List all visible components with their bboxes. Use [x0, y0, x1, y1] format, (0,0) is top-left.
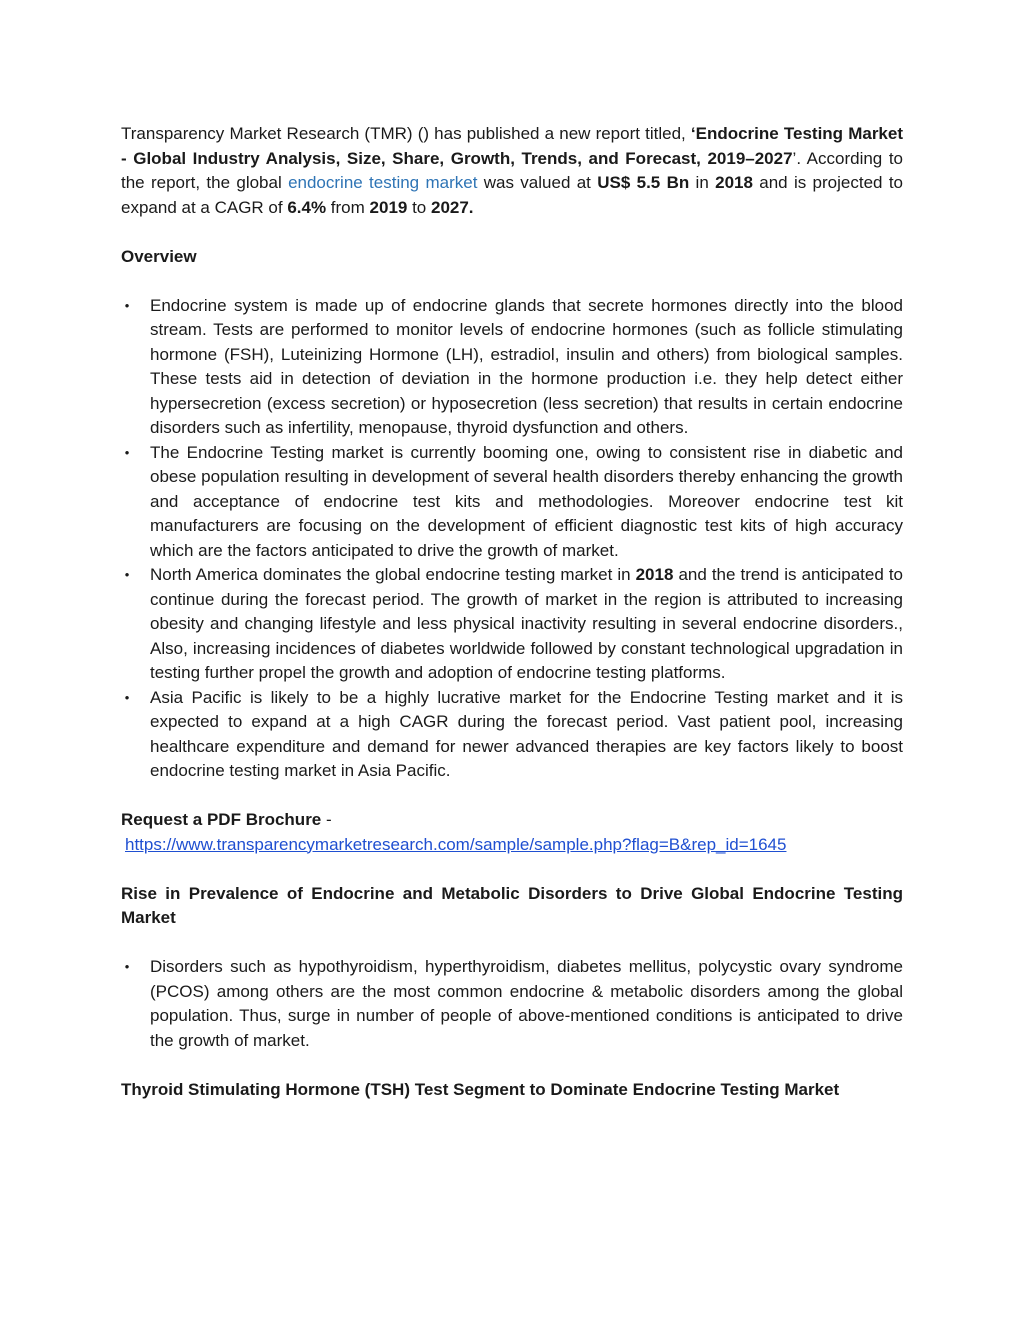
brochure-url-line [121, 833, 903, 858]
brochure-label: Request a PDF Brochure [121, 810, 322, 829]
bullet-icon: • [124, 444, 130, 460]
bullet-icon: • [124, 689, 130, 705]
list-item [121, 294, 903, 441]
base-year: 2018 [715, 173, 753, 192]
market-value: US$ 5.5 Bn [597, 173, 690, 192]
forecast-end-year: 2027. [430, 197, 474, 217]
cagr-value: 6.4% [287, 197, 327, 217]
bullet-text: Asia Pacific is likely to be a highly lucrative market for the Endocrine Testing market and it is expected to expand at a high CAGR during the forecast period. Vast patient pool, increasing healthcare expenditure and demand for newer advanced therapies are key factors likely to boost endocrine testing market in Asia Pacific. [150, 687, 903, 780]
bullet-text: Disorders such as hypothyroidism, hyperthyroidism, diabetes mellitus, polycystic ovary syndrome (PCOS) among others are the most common endocrine & metabolic disorders among the global population. Thus, surge in number of people of above-mentioned conditions is anticipated to drive the growth of market. [150, 957, 903, 1050]
list-item [121, 686, 903, 784]
intro-text: and is projected to expand at a CAGR of [121, 173, 903, 217]
intro-text: from [326, 197, 370, 217]
intro-text: ’. According to the report, the global [121, 148, 904, 192]
overview-bullet-list [121, 294, 903, 784]
report-title: ‘Endocrine Testing Market - Global Industry Analysis, Size, Share, Growth, Trends, and Forecast, 2019–2027 [121, 124, 904, 168]
rise-bullet-list [121, 955, 903, 1053]
list-item [121, 563, 903, 686]
intro-text: in [689, 173, 716, 192]
overview-heading: Overview [121, 246, 197, 266]
document-page [121, 122, 903, 1102]
endocrine-testing-market-link[interactable]: endocrine testing market [288, 173, 478, 192]
section-rise-heading: Rise in Prevalence of Endocrine and Metabolic Disorders to Drive Global Endocrine Testing Market [121, 883, 903, 927]
list-item [121, 955, 903, 1053]
bullet-text: Endocrine system is made up of endocrine glands that secrete hormones directly into the blood stream. Tests are performed to monitor levels of endocrine hormones (such as follicle stimulating hormone (FSH), Luteinizing Hormone (LH), estradiol, insulin and others) from biological samples. These tests aid in detection of deviation in the hormone production i.e. they help detect either hypersecretion (excess secretion) or hyposecretion (less secretion) that results in certain endocrine disorders such as infertility, menopause, thyroid dysfunction and others. [150, 295, 903, 437]
intro-text: Transparency Market Research (TMR) () has published a new report titled, [121, 124, 691, 143]
list-item [121, 441, 903, 564]
bullet-icon: • [124, 297, 130, 313]
intro-text: to [407, 197, 431, 217]
intro-text: was valued at [477, 173, 598, 192]
bullet-icon: • [124, 567, 130, 582]
brochure-dash: - [321, 810, 332, 829]
bullet-text: and the trend is anticipated to continue during the forecast period. The growth of market in the region is attributed to increasing obesity and changing lifestyle and less physical inactivity resulting in several endocrine disorders., Also, increasing incidences of diabetes worldwide followed by constant technological upgradation in testing further propel the growth and adoption of endocrine testing platforms. [150, 565, 903, 682]
bullet-icon: • [124, 959, 130, 974]
bullet-text: The Endocrine Testing market is currently booming one, owing to consistent rise in diabetic and obese population resulting in development of several health disorders thereby enhancing the growth and acceptance of endocrine test kits and methodologies. Moreover endocrine test kit manufacturers are focusing on the development of efficient diagnostic test kits of high accuracy which are the factors anticipated to drive the growth of market. [150, 442, 903, 560]
intro-paragraph [121, 122, 903, 220]
brochure-link[interactable]: https://www.transparencymarketresearch.com/sample/sample.php?flag=B&rep_id=1645 [125, 834, 787, 854]
brochure-line [121, 808, 903, 833]
section-tsh-heading: Thyroid Stimulating Hormone (TSH) Test Segment to Dominate Endocrine Testing Market [121, 1079, 840, 1099]
bullet-year: 2018 [635, 565, 674, 584]
forecast-start-year: 2019 [369, 197, 408, 217]
bullet-text: North America dominates the global endocrine testing market in [150, 565, 636, 584]
